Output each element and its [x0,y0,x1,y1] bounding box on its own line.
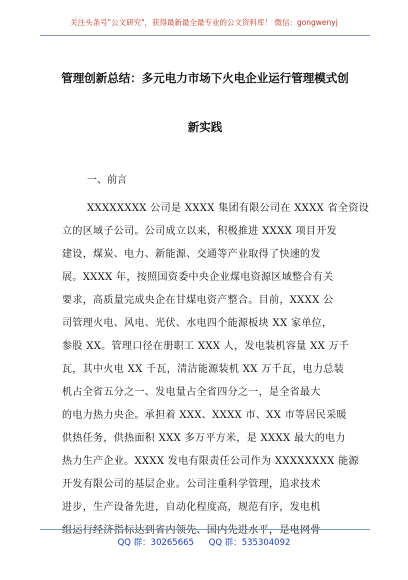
section-heading: 一、前言 [87,175,127,186]
body-line: XXXXXXXX 公司是 XXXX 集团有限公司在 XXXX 省全资设 [87,203,370,214]
footer-divider [40,529,370,530]
body-line: 进步，生产设备先进，自动化程度高，规范有序，发电机 [62,502,321,513]
header-divider [40,35,370,36]
body-line: 司管理火电、风电、光伏、水电四个能源板块 XX 家单位， [62,318,333,329]
body-line: 瓦，其中火电 XX 千瓦，清洁能源装机 XX 万千瓦，电力总装 [62,364,345,375]
document-title-line-1: 管理创新总结：多元电力市场下火电企业运行管理模式创 [61,71,349,85]
body-line: 展。XXXX 年，按照国资委中央企业煤电资源区域整合有关 [62,272,334,283]
body-line: 热力生产企业。XXXX 发电有限责任公司作为 XXXXXXXX 能源 [62,456,359,467]
body-line: 要求，高质量完成央企在甘煤电资产整合。目前，XXXX 公 [62,295,334,306]
body-line: 开发有限公司的基层企业。公司注重科学管理，追求技术 [62,479,321,490]
body-line: 的电力热力央企。承担着 XXX、XXXX 市、XX 市等居民采暖 [62,410,347,421]
footer [0,536,408,548]
footer-qq-group-2: QQ 群：535304092 [208,538,291,548]
body-line: 建设，煤炭、电力、新能源、交通等产业取得了快速的发 [62,249,321,260]
document-title-line-2: 新实践 [187,120,223,134]
body-line: 供热任务，供热面积 XXX 多万平方米，是 XXXX 最大的电力 [62,433,346,444]
footer-qq-group-1: QQ 群：30265665 [117,538,194,548]
body-line: 参股 XX。管理口径在册职工 XXX 人，发电装机容量 XX 万千 [62,341,350,352]
body-line: 组运行经济指标达到省内领先、国内先进水平，是电网骨 [62,525,321,536]
body-line: 立的区域子公司。公司成立以来，积极推进 XXXX 项目开发 [62,226,337,237]
header-notice: 关注头条号"公文研究"，获得最新最全最专业的公文资料库！ 微信：gongwenyj [70,18,338,27]
body-line: 机占全省五分之一、发电量占全省四分之一，是全省最大 [62,387,321,398]
